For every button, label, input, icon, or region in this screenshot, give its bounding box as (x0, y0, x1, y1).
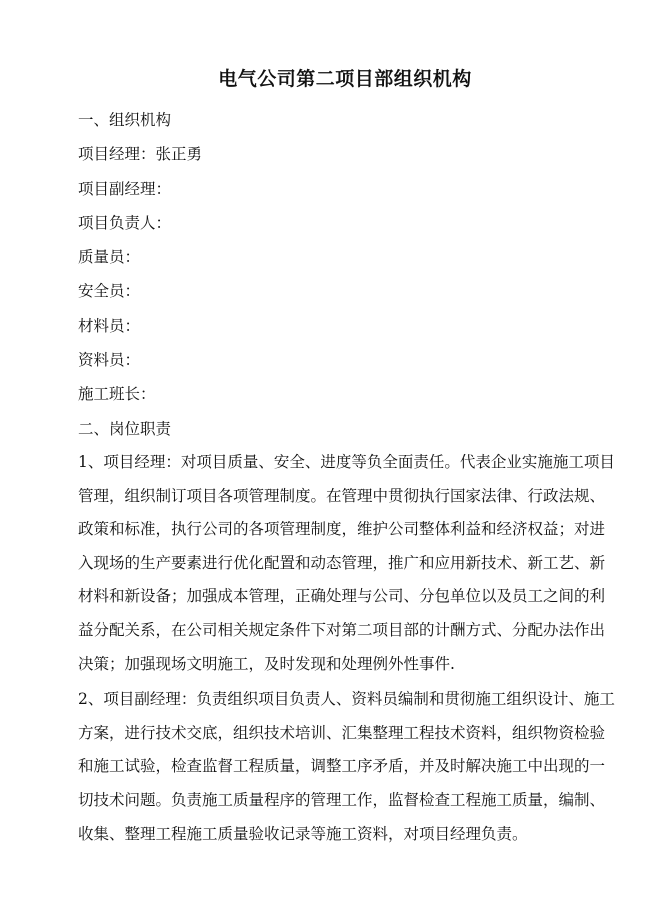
text-line: 政策和标准，执行公司的各项管理制度，维护公司整体利益和经济权益；对进 (78, 520, 606, 539)
text-line: 2、项目副经理：负责组织项目负责人、资料员编制和贯彻施工组织设计、施工 (78, 690, 615, 709)
section-heading-duties: 二、岗位职责 (78, 419, 172, 438)
text-line: 1、项目经理：对项目质量、安全、进度等负全面责任。代表企业实施施工项目 (78, 452, 615, 471)
role-line-project-leader: 项目负责人： (78, 213, 172, 232)
text-line: 入现场的生产要素进行优化配置和动态管理，推广和应用新技术、新工艺、新 (78, 553, 606, 572)
role-line-safety-officer: 安全员： (78, 282, 141, 301)
document-title: 电气公司第二项目部组织机构 (218, 68, 472, 90)
text-line: 材料和新设备；加强成本管理，正确处理与公司、分包单位以及员工之间的利 (78, 587, 606, 606)
text-line: 和施工试验，检查监督工程质量，调整工序矛盾，并及时解决施工中出现的一 (78, 757, 606, 776)
paragraph-project-manager-duties (78, 446, 615, 681)
text-line: 决策；加强现场文明施工，及时发现和处理例外性事件. (78, 654, 455, 673)
text-line: 方案，进行技术交底，组织技术培训、汇集整理工程技术资料，组织物资检验 (78, 723, 606, 742)
text-line: 收集、整理工程施工质量验收记录等施工资料，对项目经理负责。 (78, 824, 528, 843)
role-line-project-manager: 项目经理：张正勇 (78, 145, 203, 164)
text-line: 管理，组织制订项目各项管理制度。在管理中贯彻执行国家法律、行政法规、 (78, 486, 606, 505)
role-line-documents-officer: 资料员： (78, 351, 141, 370)
paragraph-deputy-manager-duties (78, 683, 615, 851)
role-line-quality-officer: 质量员： (78, 248, 141, 267)
text-line: 切技术问题。负责施工质量程序的管理工作，监督检查工程施工质量，编制、 (78, 790, 606, 809)
section-heading-organization: 一、组织机构 (78, 111, 172, 129)
role-line-materials-officer: 材料员： (78, 316, 141, 335)
role-line-deputy-manager: 项目副经理： (78, 179, 172, 198)
role-line-construction-foreman: 施工班长： (78, 385, 156, 404)
text-line: 益分配关系，在公司相关规定条件下对第二项目部的计酬方式、分配办法作出 (78, 620, 606, 639)
